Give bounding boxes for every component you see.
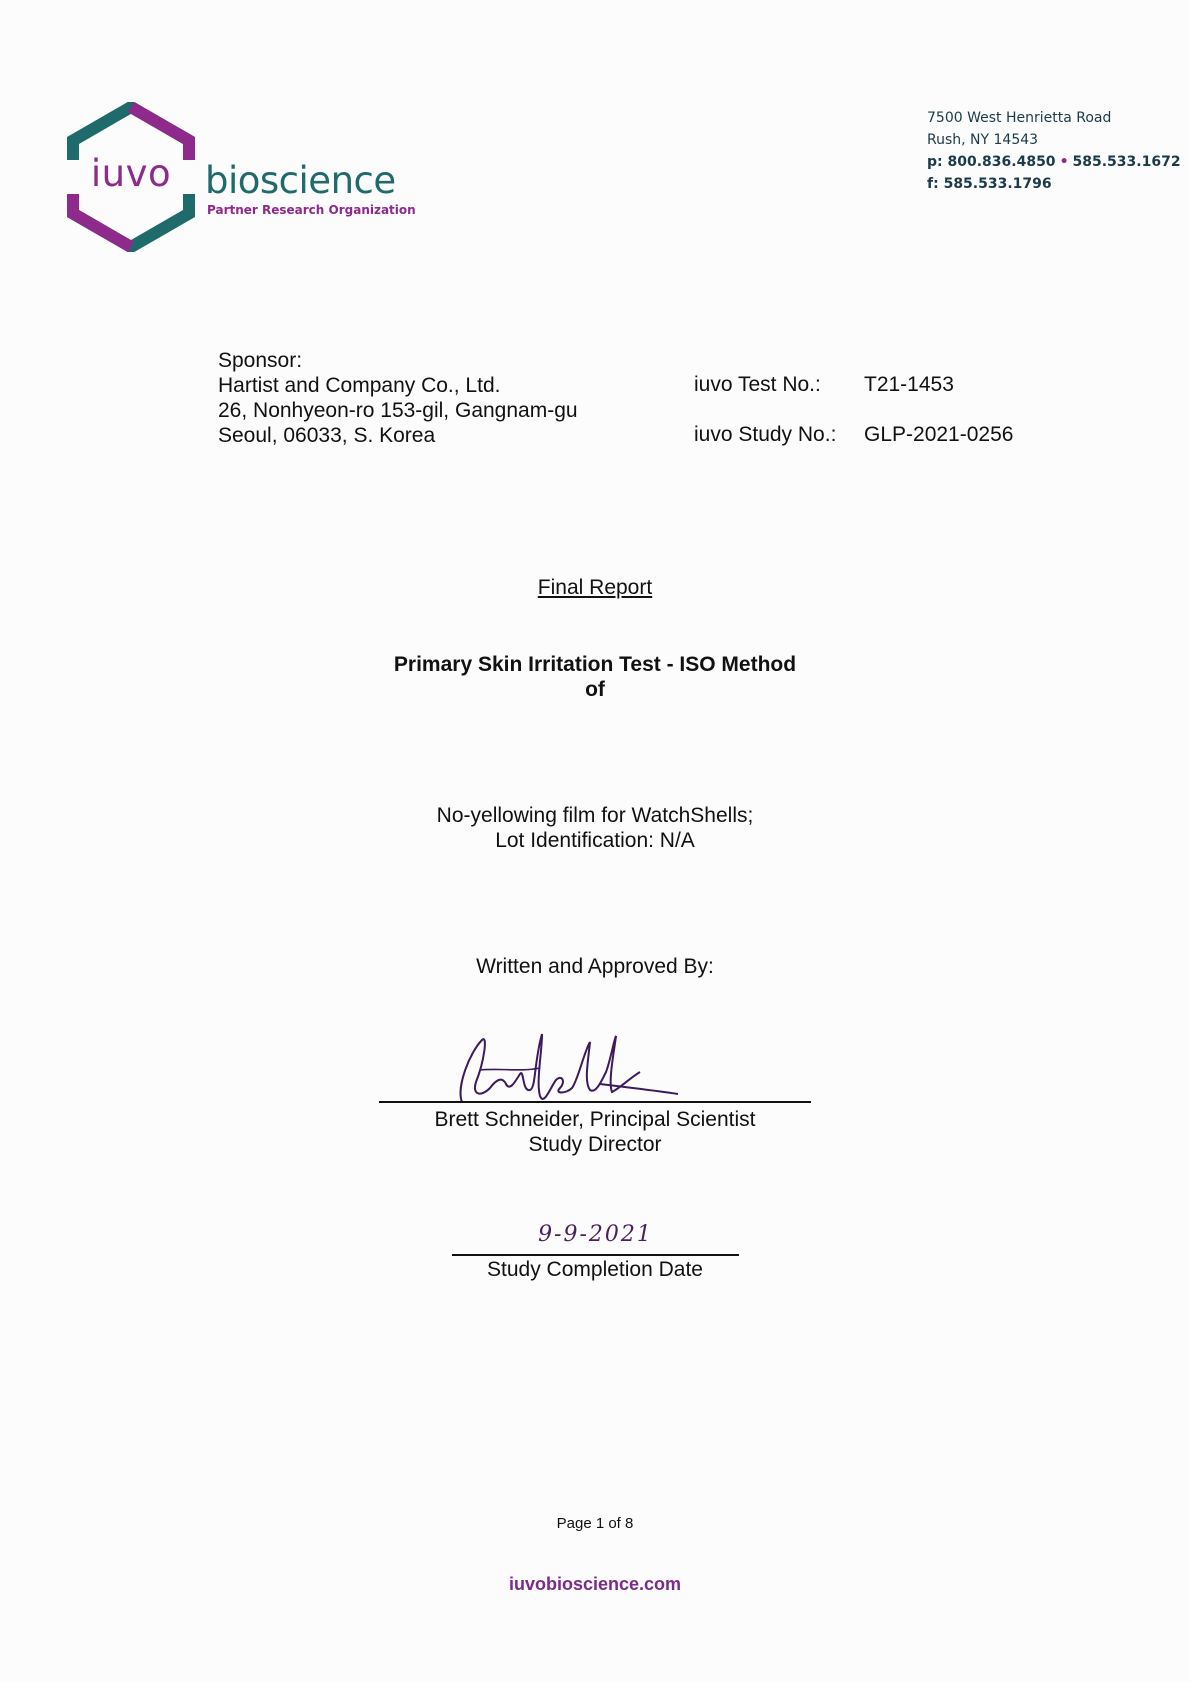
study-no-label: iuvo Study No.:	[694, 423, 837, 446]
separator-dot-icon: •	[1059, 154, 1069, 170]
signatory-role: Study Director	[528, 1133, 662, 1156]
address-phone	[927, 151, 1181, 173]
address-street: 7500 West Henrietta Road	[927, 110, 1112, 126]
signatory-name-title: Brett Schneider, Principal Scientist	[434, 1108, 756, 1131]
signature-line	[379, 1101, 811, 1103]
approval-label: Written and Approved By:	[476, 955, 714, 978]
product-line2: Lot Identification: N/A	[495, 829, 695, 852]
footer-website-link[interactable]: iuvobioscience.com	[508, 1574, 682, 1594]
address-fax	[927, 173, 1181, 195]
report-title	[0, 652, 1190, 702]
address-city: Rush, NY 14543	[927, 132, 1039, 148]
sponsor-address-line2: Seoul, 06033, S. Korea	[218, 424, 436, 447]
company-address	[927, 107, 1181, 195]
product-line1: No-yellowing film for WatchShells;	[436, 804, 754, 827]
handwritten-completion-date: 9-9-2021	[538, 1222, 653, 1247]
phone-number-1: 800.836.4850	[947, 154, 1056, 170]
date-signature-line	[452, 1254, 739, 1256]
logo-tagline: Partner Research Organization	[207, 203, 416, 217]
product-description	[0, 803, 1190, 853]
sponsor-label: Sponsor:	[218, 349, 303, 372]
phone-label: p:	[927, 154, 943, 170]
test-no-value: T21-1453	[864, 373, 954, 396]
fax-number: 585.533.1796	[943, 176, 1052, 192]
logo-mark-text: iuvo	[90, 152, 172, 195]
logo-name: bioscience	[205, 159, 396, 202]
report-title-line1: Primary Skin Irritation Test - ISO Method	[393, 653, 797, 676]
sponsor-address-line1: 26, Nonhyeon-ro 153-gil, Gangnam-gu	[218, 399, 578, 422]
report-heading: Final Report	[537, 576, 653, 599]
page-number: Page 1 of 8	[556, 1515, 634, 1532]
phone-number-2: 585.533.1672	[1072, 154, 1181, 170]
completion-date-label: Study Completion Date	[487, 1258, 703, 1281]
handwritten-signature	[450, 1032, 680, 1112]
fax-label: f:	[927, 176, 939, 192]
sponsor-name: Hartist and Company Co., Ltd.	[218, 374, 501, 397]
study-no-value: GLP-2021-0256	[864, 423, 1014, 446]
report-title-line2: of	[585, 678, 605, 701]
test-no-label: iuvo Test No.:	[694, 373, 821, 396]
signatory-block	[0, 1107, 1190, 1157]
sponsor-block	[218, 348, 578, 448]
